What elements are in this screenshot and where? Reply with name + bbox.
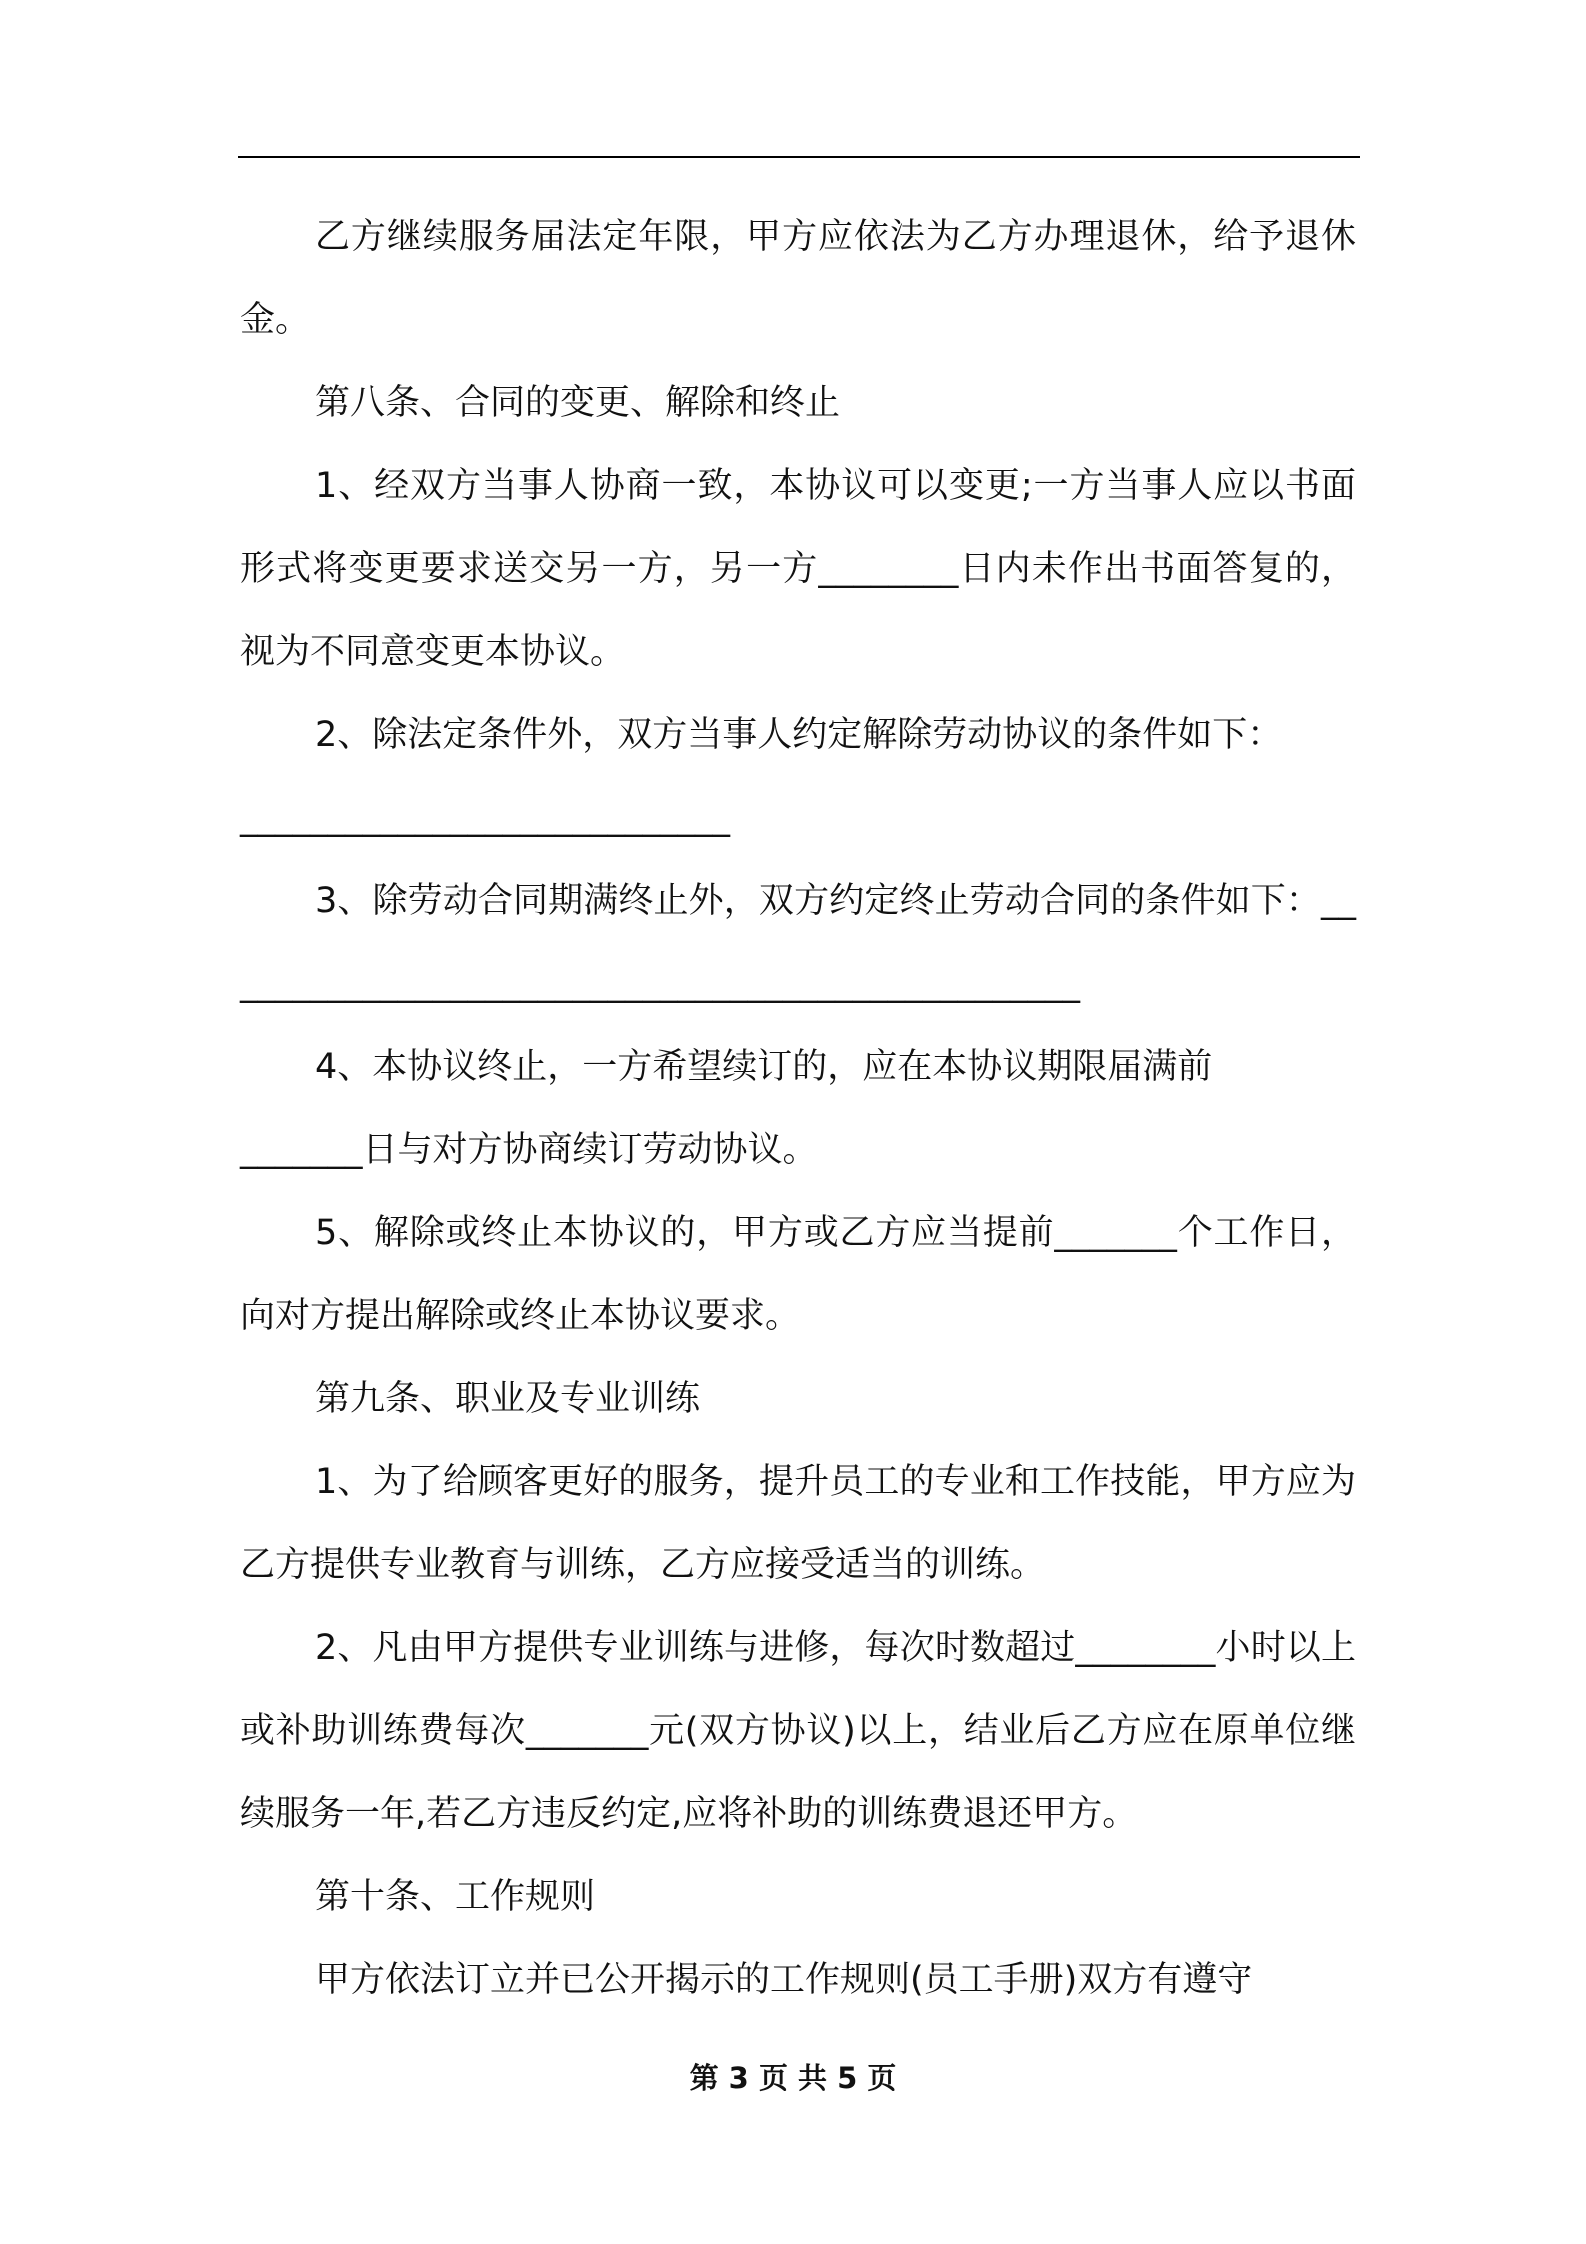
paragraph-10: 甲方依法订立并已公开揭示的工作规则(员工手册)双方有遵守 xyxy=(315,1960,1253,2000)
blank-line-8-2: ____________________________ xyxy=(240,798,730,838)
header-divider xyxy=(238,156,1360,158)
paragraph-8-3: 3、除劳动合同期满终止外，双方约定终止劳动合同的条件如下：__________________________________________________ xyxy=(240,881,1356,1004)
paragraph-8-2: 2、除法定条件外，双方当事人约定解除劳动协议的条件如下： xyxy=(315,715,1283,755)
paragraph-8-1: 1、经双方当事人协商一致，本协议可以变更;一方当事人应以书面形式将变更要求送交另一方，另一方________日内未作出书面答复的，视为不同意变更本协议。 xyxy=(240,466,1356,672)
paragraph-8-4-continued: _______日与对方协商续订劳动协议。 xyxy=(240,1130,818,1170)
paragraph-9-2: 2、凡由甲方提供专业训练与进修，每次时数超过________小时以上或补助训练费每次_______元(双方协议)以上，结业后乙方应在原单位继续服务一年,若乙方违反约定,应将补助的训练费退还甲方。 xyxy=(240,1628,1356,1834)
paragraph-8-5: 5、解除或终止本协议的，甲方或乙方应当提前_______个工作日，向对方提出解除或终止本协议要求。 xyxy=(240,1213,1356,1336)
paragraph-retirement: 乙方继续服务届法定年限，甲方应依法为乙方办理退休，给予退休金。 xyxy=(240,217,1356,340)
heading-article-9: 第九条、职业及专业训练 xyxy=(315,1379,701,1419)
paragraph-8-4: 4、本协议终止，一方希望续订的，应在本协议期限届满前 xyxy=(315,1047,1213,1087)
page-number-footer: 第 3 页 共 5 页 xyxy=(689,2061,897,2095)
paragraph-9-1: 1、为了给顾客更好的服务，提升员工的专业和工作技能，甲方应为乙方提供专业教育与训练，乙方应接受适当的训练。 xyxy=(240,1462,1356,1585)
document-body xyxy=(240,196,1356,2022)
heading-article-8: 第八条、合同的变更、解除和终止 xyxy=(315,383,841,423)
heading-article-10: 第十条、工作规则 xyxy=(315,1877,596,1917)
